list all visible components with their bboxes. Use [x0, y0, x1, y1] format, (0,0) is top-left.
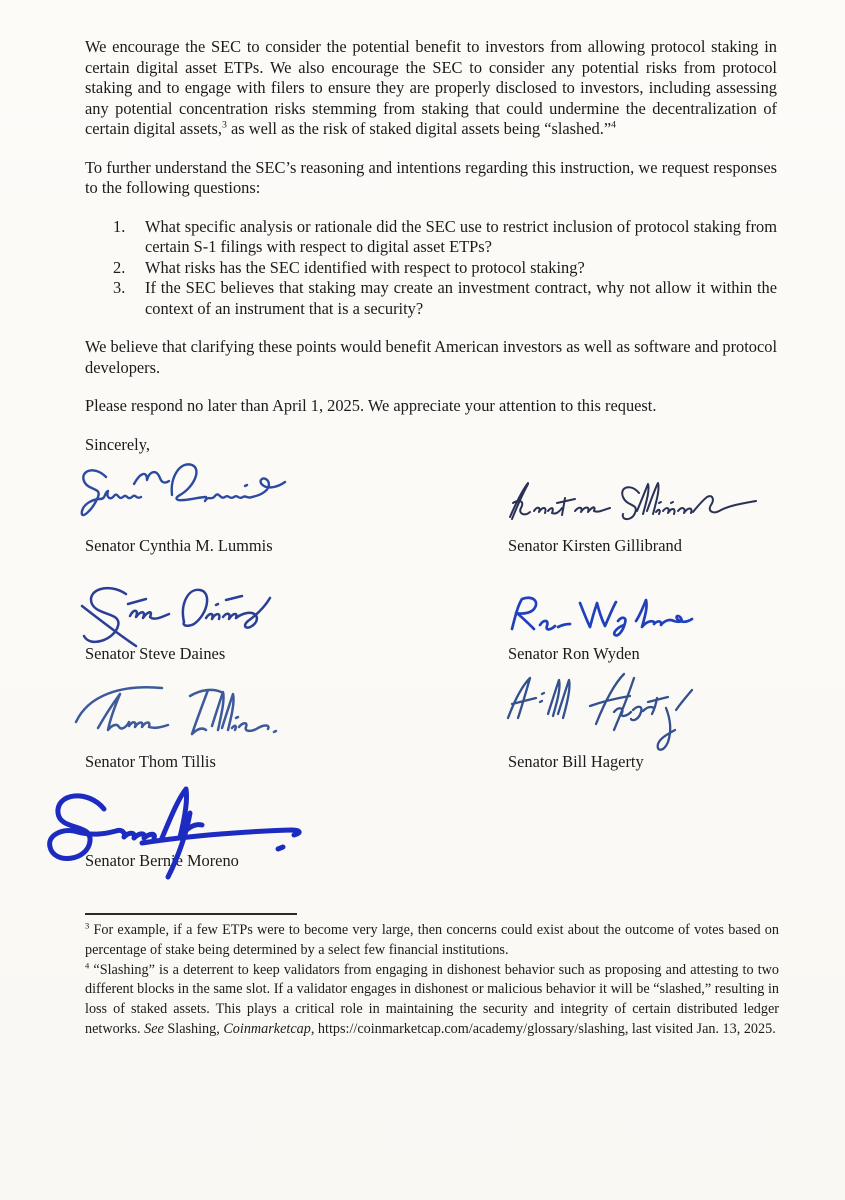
list-item-text: If the SEC believes that staking may create an investment contract, why not allow it within the context of an instrument that is a security?	[145, 278, 777, 318]
paragraph-text: as well as the risk of staked digital assets being “slashed.”	[226, 119, 612, 138]
signature-bernie-moreno	[44, 785, 336, 882]
signer-name-gillibrand: Senator Kirsten Gillibrand	[508, 536, 682, 555]
footnote-4	[85, 961, 779, 1040]
paragraph-request-responses: To further understand the SEC’s reasoning and intentions regarding this instruction, we request responses to the following questions:	[85, 157, 777, 197]
signature-ink	[82, 588, 270, 646]
signature-thom-tillis	[72, 680, 304, 751]
footnote-4-citation: Slashing,	[163, 1020, 224, 1037]
signature-ink	[76, 687, 276, 734]
signature-ink	[512, 598, 692, 636]
footnote-4-text: “Slashing” is a deterrent to keep validators from engaging in dishonest behavior such as proposing and attesting to two different blocks in the same slot. If a validator engages in dishonest or malicious behavior it will be “slashed,” resulting in loss of staked assets. This plays a critical role in maintaining the security and integrity of certain distributed ledger networks.	[85, 961, 779, 1037]
list-item-text: What specific analysis or rationale did the SEC use to restrict inclusion of protocol staking from certain S-1 filings with respect to digital asset ETPs?	[145, 216, 777, 256]
footnote-3-text: For example, if a few ETPs were to become very large, then concerns could exist about the outcome of votes based on percentage of stake being determined by a select few financial institutions.	[85, 922, 779, 958]
list-item-text: What risks has the SEC identified with respect to protocol staking?	[145, 257, 585, 277]
footnotes-block	[85, 921, 779, 1040]
footnote-ref-3: 3	[222, 119, 227, 131]
footnote-3-marker: 3	[85, 920, 90, 931]
footnote-4-source-italic: Coinmarketcap	[223, 1020, 311, 1037]
signature-kirsten-gillibrand	[502, 477, 768, 523]
signer-name-lummis: Senator Cynthia M. Lummis	[85, 536, 273, 555]
list-item-number: 2.	[113, 257, 126, 277]
signer-name-tillis: Senator Thom Tillis	[85, 752, 216, 771]
signature-steve-daines	[78, 580, 300, 656]
list-item-number: 3.	[113, 278, 126, 297]
footnote-3	[85, 921, 779, 961]
paragraph-text: We encourage the SEC to consider the potential benefit to investors from allowing protocol staking in certain digital asset ETPs. We also encourage the SEC to consider any potential risks from protocol staking and to engage with filers to ensure they are properly disclosed to investors, including assessing any potential concentration risks stemming from staking that could undermine the decentralization of certain digital assets,	[85, 37, 777, 138]
list-item-number: 1.	[113, 216, 126, 236]
footnote-4-marker: 4	[85, 959, 90, 970]
signature-ink	[508, 674, 692, 750]
footnote-4-url-text: , https://coinmarketcap.com/academy/glossary/slashing, last visited Jan. 13, 2025.	[310, 1020, 776, 1037]
paragraph-staking-benefits	[85, 37, 777, 140]
signature-ink	[82, 464, 285, 515]
paragraph-respond-deadline: Please respond no later than April 1, 2025. We appreciate your attention to this request.	[85, 396, 657, 415]
signature-cynthia-lummis	[76, 455, 294, 529]
list-item	[85, 278, 777, 319]
list-item	[85, 258, 777, 279]
signature-ink	[50, 789, 299, 877]
questions-list	[85, 217, 777, 320]
closing-sincerely: Sincerely,	[85, 434, 150, 454]
paragraph-clarifying-benefit: We believe that clarifying these points would benefit American investors as well as software and protocol developers.	[85, 337, 777, 377]
signer-name-wyden: Senator Ron Wyden	[508, 644, 640, 663]
footnote-ref-4: 4	[611, 119, 617, 131]
letter-body	[85, 0, 777, 473]
footnote-4-see-italic: See	[144, 1020, 164, 1037]
signer-name-moreno: Senator Bernie Moreno	[85, 851, 239, 870]
signature-ron-wyden	[502, 593, 694, 640]
signature-bill-hagerty	[500, 670, 712, 763]
signer-name-daines: Senator Steve Daines	[85, 644, 226, 663]
signature-ink	[510, 483, 756, 519]
footnote-separator	[85, 913, 297, 915]
list-item	[85, 217, 777, 258]
signer-name-hagerty: Senator Bill Hagerty	[508, 752, 644, 771]
